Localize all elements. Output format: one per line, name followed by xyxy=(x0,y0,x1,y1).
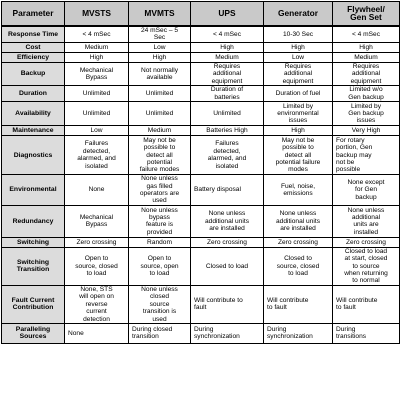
row-label: Maintenance xyxy=(2,126,65,136)
table-cell: Unlimited xyxy=(65,102,129,126)
table-cell: Fuel, noise, emissions xyxy=(264,175,333,206)
table-cell: High xyxy=(264,43,333,53)
table-row xyxy=(2,205,400,237)
table-cell: Closed to load xyxy=(191,247,264,285)
table-row xyxy=(2,63,400,86)
table-cell: None unless additional units are installed xyxy=(333,205,400,237)
table-cell: Closed to load at start, closed to source when returning to normal xyxy=(333,247,400,285)
row-label: Switching xyxy=(2,237,65,247)
table-cell: High xyxy=(264,126,333,136)
table-cell: None except for Gen backup xyxy=(333,175,400,206)
table-row xyxy=(2,237,400,247)
row-label: Redundancy xyxy=(2,205,65,237)
header-cell-mvmts: MVMTS xyxy=(129,2,191,26)
table-cell: None, STS will open on reverse current detection xyxy=(65,285,129,323)
table-cell: Medium xyxy=(333,53,400,63)
table-cell: Requires additional equipment xyxy=(264,63,333,86)
table-row xyxy=(2,126,400,136)
table-cell: Open to source, closed to load xyxy=(65,247,129,285)
table-cell: High xyxy=(65,53,129,63)
table-cell: 10-30 Sec xyxy=(264,26,333,43)
table-cell: May not be possible to detect all potential failure modes xyxy=(129,136,191,175)
table-cell: Duration of batteries xyxy=(191,86,264,102)
table-cell: < 4 mSec xyxy=(65,26,129,43)
table-cell: Will contribute to fault xyxy=(333,285,400,323)
table-cell: Zero crossing xyxy=(65,237,129,247)
table-cell: Medium xyxy=(191,53,264,63)
table-cell: Low xyxy=(264,53,333,63)
table-row xyxy=(2,285,400,323)
comparison-figure xyxy=(1,1,399,405)
table-cell: Failures detected, alarmed, and isolated xyxy=(191,136,264,175)
row-label: Paralleling Sources xyxy=(2,323,65,343)
comparison-table xyxy=(1,1,400,344)
table-cell: None unless bypass feature is provided xyxy=(129,205,191,237)
table-cell: During synchronization xyxy=(191,323,264,343)
row-label: Diagnostics xyxy=(2,136,65,175)
header-row xyxy=(2,2,400,26)
table-cell: None xyxy=(65,175,129,206)
table-cell: None unless gas filled operators are used xyxy=(129,175,191,206)
table-body xyxy=(2,26,400,344)
table-row xyxy=(2,323,400,343)
table-cell: None unless additional units are installed xyxy=(264,205,333,237)
table-row xyxy=(2,53,400,63)
table-cell: Duration of fuel xyxy=(264,86,333,102)
row-label: Backup xyxy=(2,63,65,86)
table-cell: Failures detected, alarmed, and isolated xyxy=(65,136,129,175)
table-row xyxy=(2,102,400,126)
table-cell: Requires additional equipment xyxy=(191,63,264,86)
table-row xyxy=(2,86,400,102)
row-label: Fault Current Contribution xyxy=(2,285,65,323)
header-cell-parameter: Parameter xyxy=(2,2,65,26)
table-cell: Zero crossing xyxy=(333,237,400,247)
table-cell: During synchronization xyxy=(264,323,333,343)
table-cell: None xyxy=(65,323,129,343)
table-cell: Low xyxy=(129,43,191,53)
table-cell: May not be possible to detect all potential failure modes xyxy=(264,136,333,175)
table-cell: Batteries High xyxy=(191,126,264,136)
table-cell: Unlimited xyxy=(129,86,191,102)
row-label: Environmental xyxy=(2,175,65,206)
row-label: Availability xyxy=(2,102,65,126)
table-row xyxy=(2,136,400,175)
table-cell: Not normally available xyxy=(129,63,191,86)
header-cell-generator: Generator xyxy=(264,2,333,26)
table-cell: During transitions xyxy=(333,323,400,343)
table-cell: Medium xyxy=(129,126,191,136)
table-cell: None unless closed source transition is used xyxy=(129,285,191,323)
table-cell: Open to source, open to load xyxy=(129,247,191,285)
table-cell: During closed transition xyxy=(129,323,191,343)
table-cell: Requires additional equipment xyxy=(333,63,400,86)
table-cell: Limited by environmental issues xyxy=(264,102,333,126)
table-cell: 24 mSec – 5 Sec xyxy=(129,26,191,43)
table-cell: Mechanical Bypass xyxy=(65,63,129,86)
table-cell: Mechanical Bypass xyxy=(65,205,129,237)
row-label: Response Time xyxy=(2,26,65,43)
table-row xyxy=(2,175,400,206)
table-cell: High xyxy=(191,43,264,53)
table-cell: Very High xyxy=(333,126,400,136)
table-cell: Medium xyxy=(65,43,129,53)
table-cell: Will contribute to fault xyxy=(191,285,264,323)
row-label: Cost xyxy=(2,43,65,53)
table-cell: Random xyxy=(129,237,191,247)
table-cell: Will contribute to fault xyxy=(264,285,333,323)
table-cell: High xyxy=(333,43,400,53)
table-cell: < 4 mSec xyxy=(191,26,264,43)
table-cell: For rotary portion, Gen backup may not be possible xyxy=(333,136,400,175)
table-cell: Limited by Gen backup issues xyxy=(333,102,400,126)
table-cell: Closed to source, closed to load xyxy=(264,247,333,285)
row-label: Switching Transition xyxy=(2,247,65,285)
table-cell: Low xyxy=(65,126,129,136)
table-row xyxy=(2,247,400,285)
table-cell: High xyxy=(129,53,191,63)
header-cell-ups: UPS xyxy=(191,2,264,26)
table-cell: Unlimited xyxy=(65,86,129,102)
table-row xyxy=(2,26,400,43)
row-label: Duration xyxy=(2,86,65,102)
table-cell: Unlimited xyxy=(191,102,264,126)
row-label: Efficiency xyxy=(2,53,65,63)
table-cell: Zero crossing xyxy=(264,237,333,247)
table-cell: Unlimited xyxy=(129,102,191,126)
table-row xyxy=(2,43,400,53)
table-cell: None unless additional units are installed xyxy=(191,205,264,237)
table-cell: Zero crossing xyxy=(191,237,264,247)
table-cell: Battery disposal xyxy=(191,175,264,206)
header-cell-mvsts: MVSTS xyxy=(65,2,129,26)
table-cell: < 4 mSec xyxy=(333,26,400,43)
header-cell-flywheel: Flywheel/ Gen Set xyxy=(333,2,400,26)
table-cell: Limited w/o Gen backup xyxy=(333,86,400,102)
